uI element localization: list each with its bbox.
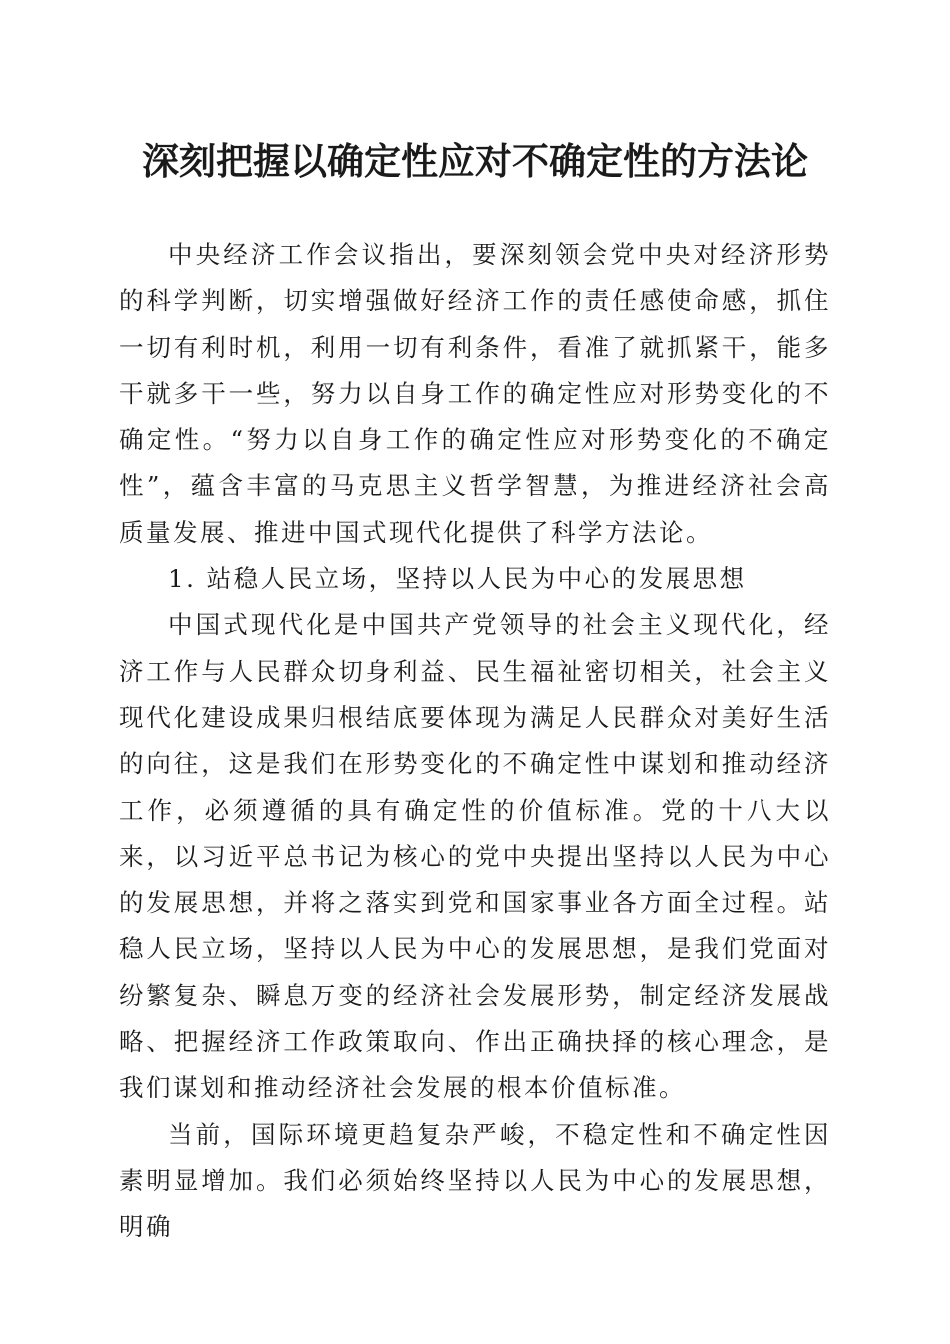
section-heading-1: 1. 站稳人民立场，坚持以人民为中心的发展思想 — [168, 564, 747, 594]
paragraph-current-situation: 当前，国际环境更趋复杂严峻，不稳定性和不确定性因素明显增加。我们必须始终坚持以人民为中心的发展思想，明确 — [119, 1119, 831, 1242]
paragraph-intro: 中央经济工作会议指出，要深刻领会党中央对经济形势的科学判断，切实增强做好经济工作的责任感使命感，抓住一切有利时机，利用一切有利条件，看准了就抓紧干，能多干就多干一些，努力以自身工作的确定性应对形势变化的不确定性。“努力以自身工作的确定性应对形势变化的不确定性”，蕴含丰富的马克思主义哲学智慧，为推进经济社会高质量发展、推进中国式现代化提供了科学方法论。 — [119, 240, 831, 547]
paragraph-section-1: 中国式现代化是中国共产党领导的社会主义现代化，经济工作与人民群众切身利益、民生福祉密切相关，社会主义现代化建设成果归根结底要体现为满足人民群众对美好生活的向往，这是我们在形势变化的不确定性中谋划和推动经济工作，必须遵循的具有确定性的价值标准。党的十八大以来，以习近平总书记为核心的党中央提出坚持以人民为中心的发展思想，并将之落实到党和国家事业各方面全过程。站稳人民立场，坚持以人民为中心的发展思想，是我们党面对纷繁复杂、瞬息万变的经济社会发展形势，制定经济发展战略、把握经济工作政策取向、作出正确抉择的核心理念，是我们谋划和推动经济社会发展的根本价值标准。 — [119, 610, 831, 1103]
document-body — [119, 232, 831, 1251]
document-title: 深刻把握以确定性应对不确定性的方法论 — [142, 139, 808, 183]
